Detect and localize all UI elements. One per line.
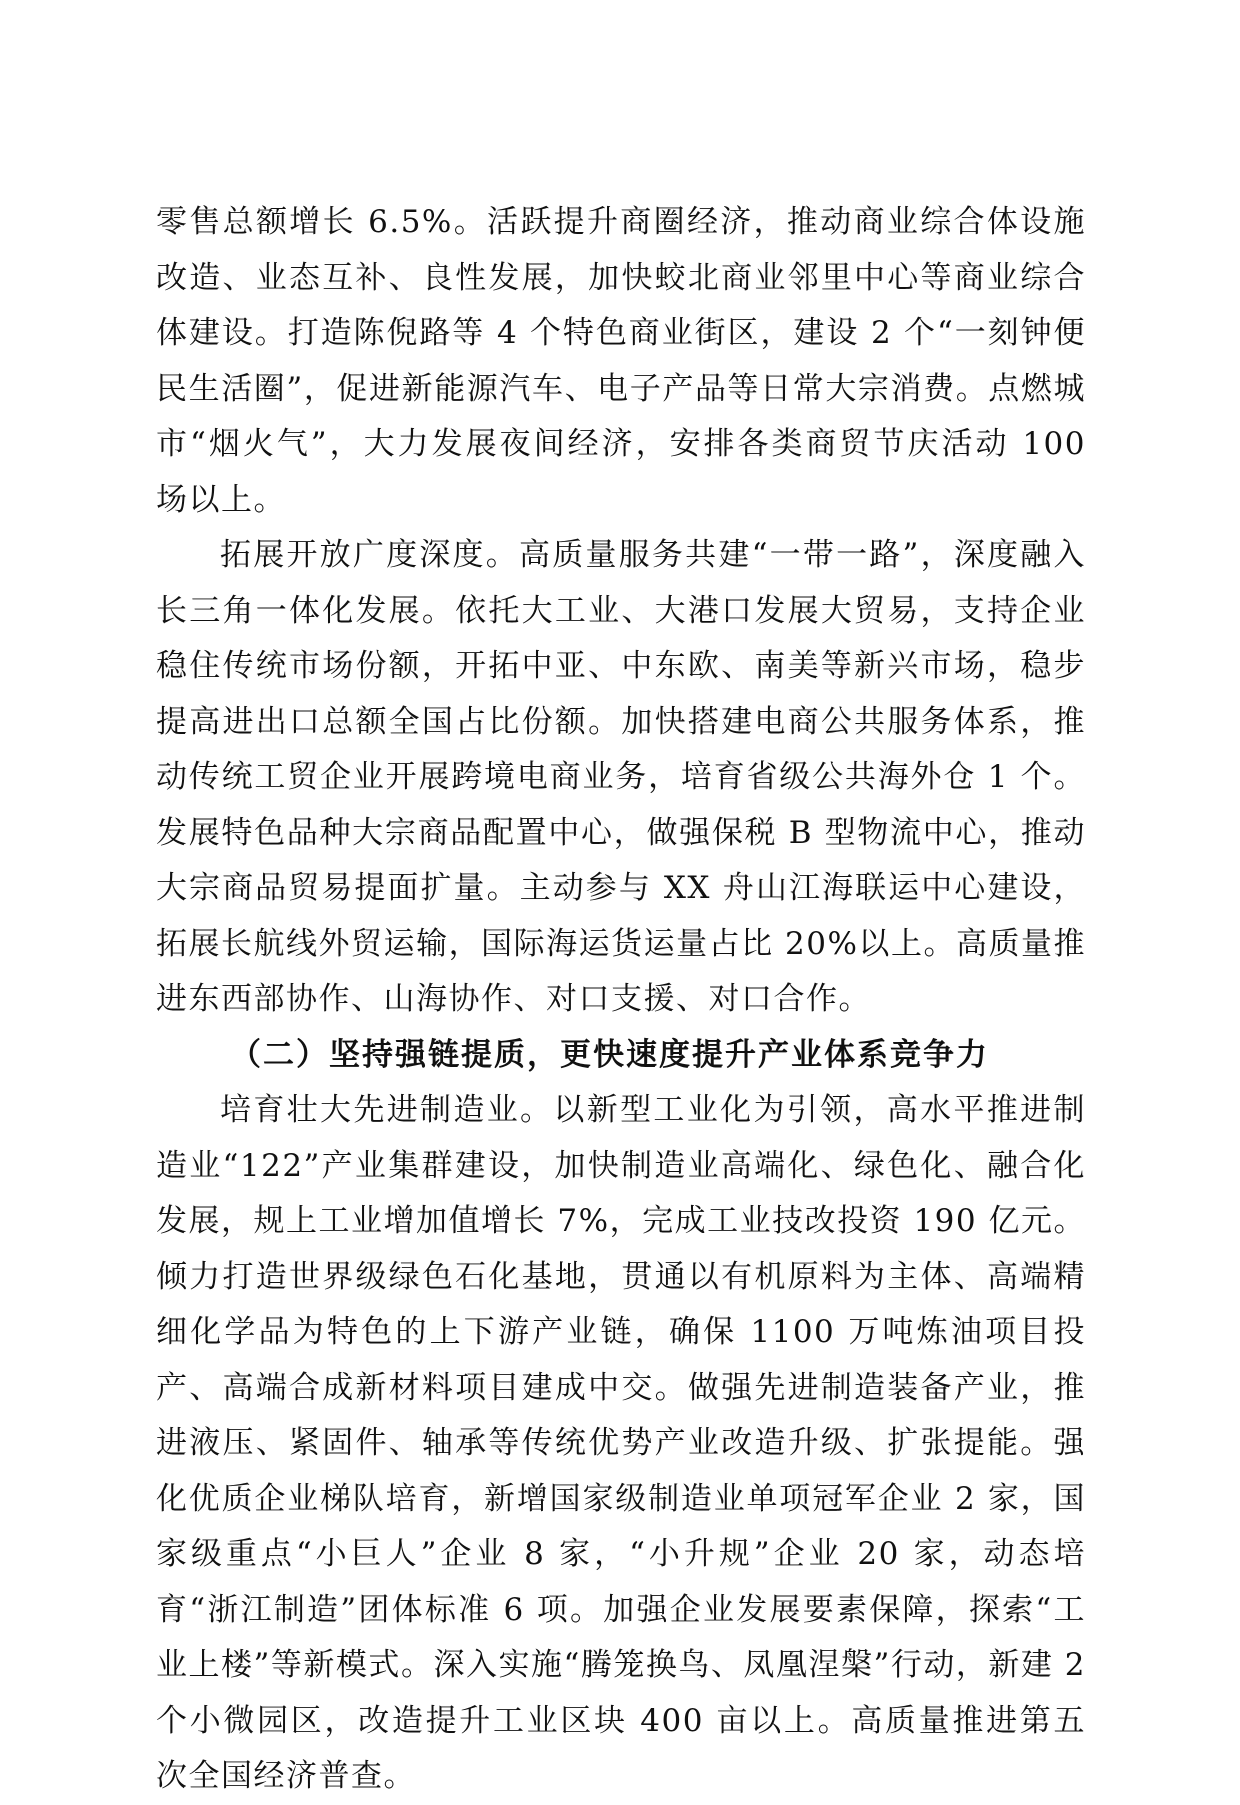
paragraph-manufacturing: 培育壮大先进制造业。以新型工业化为引领，高水平推进制造业“122”产业集群建设，加快制造业高端化、绿色化、融合化发展，规上工业增加值增长 7%，完成工业技改投资 190 亿元。倾力打造世界级绿色石化基地，贯通以有机原料为主体、高端精细化学品为特色的上下游产业链，确保 1100 万吨炼油项目投产、高端合成新材料项目建成中交。做强先进制造装备产业，推进液压、紧固件、轴承等传统优势产业改造升级、扩张提能。强化优质企业梯队培育，新增国家级制造业单项冠军企业 2 家，国家级重点“小巨人”企业 8 家，“小升规”企业 20 家，动态培育“浙江制造”团体标准 6 项。加强企业发展要素保障，探索“工业上楼”等新模式。深入实施“腾笼换鸟、凤凰涅槃”行动，新建 2 个小微园区，改造提升工业区块 400 亩以上。高质量推进第五次全国经济普查。 [156, 1092, 1086, 1794]
document-body [156, 195, 1086, 1805]
paragraph-opening-up: 拓展开放广度深度。高质量服务共建“一带一路”，深度融入长三角一体化发展。依托大工业、大港口发展大贸易，支持企业稳住传统市场份额，开拓中亚、中东欧、南美等新兴市场，稳步提高进出口总额全国占比份额。加快搭建电商公共服务体系，推动传统工贸企业开展跨境电商业务，培育省级公共海外仓 1 个。发展特色品种大宗商品配置中心，做强保税 B 型物流中心，推动大宗商品贸易提面扩量。主动参与 XX 舟山江海联运中心建设，拓展长航线外贸运输，国际海运货运量占比 20%以上。高质量推进东西部协作、山海协作、对口支援、对口合作。 [156, 537, 1086, 1017]
section-heading: （二）坚持强链提质，更快速度提升产业体系竞争力 [230, 1036, 989, 1073]
paragraph-retail: 零售总额增长 6.5%。活跃提升商圈经济，推动商业综合体设施改造、业态互补、良性发展，加快蛟北商业邻里中心等商业综合体建设。打造陈倪路等 4 个特色商业街区，建设 2 个“一刻钟便民生活圈”，促进新能源汽车、电子产品等日常大宗消费。点燃城市“烟火气”，大力发展夜间经济，安排各类商贸节庆活动 100 场以上。 [156, 204, 1086, 518]
